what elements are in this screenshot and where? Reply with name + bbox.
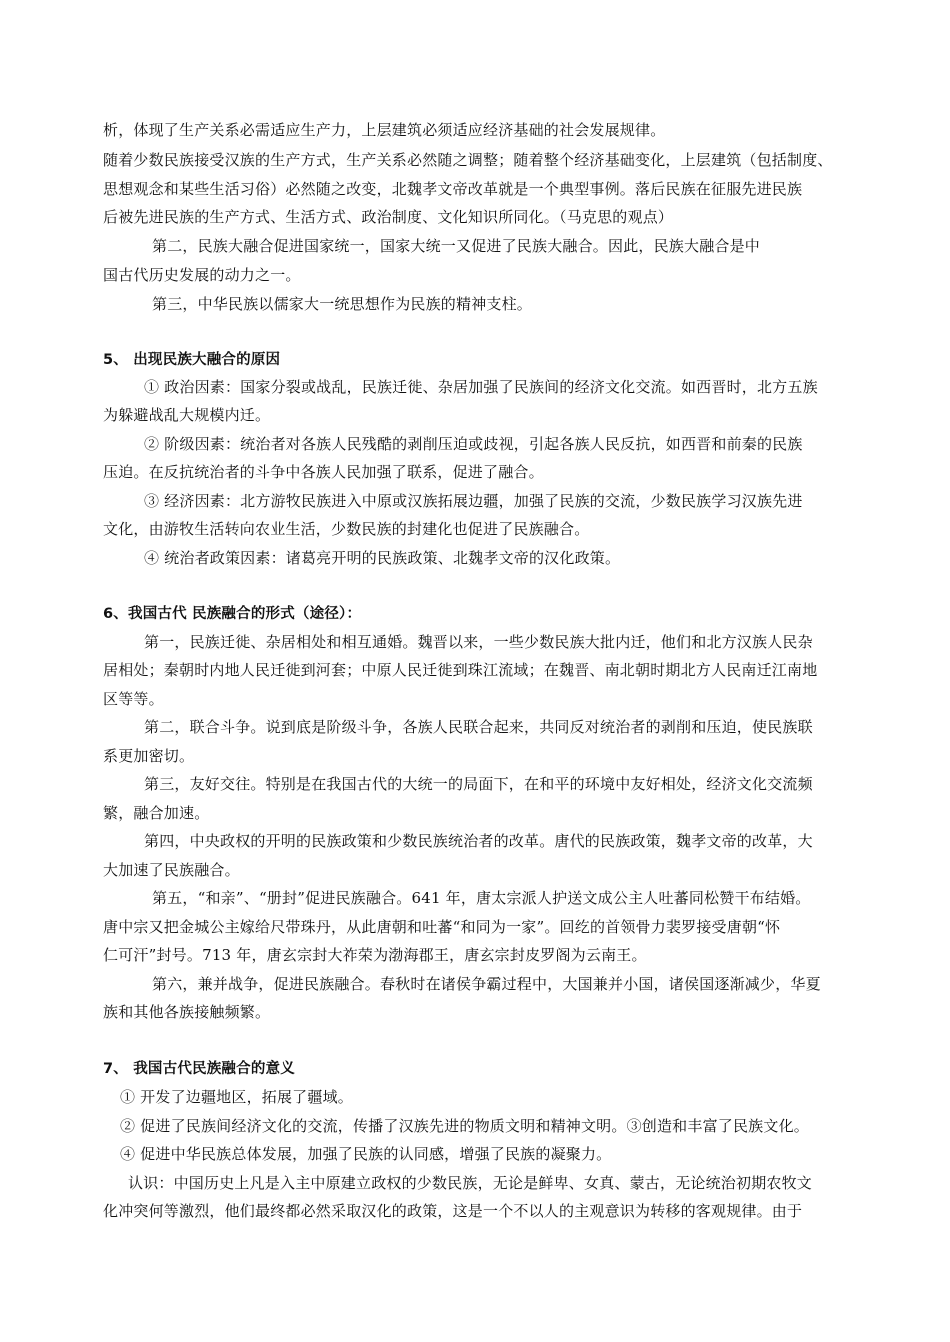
s7-line-3: ④ 促进中华民族总体发展，加强了民族的认同感，增强了民族的凝聚力。 [120,1145,612,1163]
s7-line-1: ① 开发了边疆地区，拓展了疆域。 [120,1088,353,1106]
s5-line-3: ② 阶级因素：统治者对各族人民残酷的剥削压迫或歧视，引起各族人民反抗，如西晋和前秦的民族 [144,435,803,453]
section-6-heading: 6、我国古代 民族融合的形式（途径）： [103,606,362,622]
intro-line-2: 随着少数民族接受汉族的生产方式，生产关系必然随之调整；随着整个经济基础变化，上层建筑（包括制度、 [103,151,833,169]
s6-line-13: 第六，兼并战争，促进民族融合。春秋时在诸侯争霸过程中，大国兼并小国，诸侯国逐渐减少，华夏 [152,975,821,993]
s7-line-2: ② 促进了民族间经济文化的交流，传播了汉族先进的物质文明和精神文明。③创造和丰富了民族文化。 [120,1117,809,1135]
intro-line-4: 后被先进民族的生产方式、生活方式、政治制度、文化知识所同化。（马克思的观点） [103,208,674,226]
s6-line-9: 大加速了民族融合。 [103,861,240,879]
s6-line-8: 第四，中央政权的开明的民族政策和少数民族统治者的改革。唐代的民族政策，魏孝文帝的改革，大 [144,832,813,850]
s5-line-4: 压迫。在反抗统治者的斗争中各族人民加强了联系，促进了融合。 [103,463,544,481]
s6-line-1: 第一，民族迁徙、杂居相处和相互通婚。魏晋以来，一些少数民族大批内迁，他们和北方汉族人民杂 [144,633,813,651]
s7-line-4: 认识：中国历史上凡是入主中原建立政权的少数民族，无论是鲜卑、女真、蒙古，无论统治初期农牧文 [128,1174,813,1192]
s6-line-7: 繁，融合加速。 [103,804,210,822]
s6-line-12: 仁可汗”封号。713 年，唐玄宗封大祚荣为渤海郡王，唐玄宗封皮罗阁为云南王。 [103,946,647,964]
intro-line-7: 第三，中华民族以儒家大一统思想作为民族的精神支柱。 [152,295,533,313]
s6-line-10: 第五，“和亲”、“册封”促进民族融合。641 年，唐太宗派人护送文成公主人吐蕃同松赞干布结婚。 [152,889,811,907]
s6-line-5: 系更加密切。 [103,747,195,765]
intro-line-5: 第二，民族大融合促进国家统一，国家大统一又促进了民族大融合。因此，民族大融合是中 [152,237,761,255]
s6-line-6: 第三，友好交往。特别是在我国古代的大统一的局面下，在和平的环境中友好相处，经济文化交流频 [144,775,813,793]
s7-line-5: 化冲突何等激烈，他们最终都必然采取汉化的政策，这是一个不以人的主观意识为转移的客观规律。由于 [103,1202,803,1220]
intro-line-3: 思想观念和某些生活习俗）必然随之改变，北魏孝文帝改革就是一个典型事例。落后民族在征服先进民族 [103,180,803,198]
section-7-heading: 7、 我国古代民族融合的意义 [103,1061,295,1077]
s5-line-1: ① 政治因素：国家分裂或战乱，民族迁徙、杂居加强了民族间的经济文化交流。如西晋时，北方五族 [144,378,818,396]
s6-line-2: 居相处；秦朝时内地人民迁徙到河套；中原人民迁徙到珠江流域；在魏晋、南北朝时期北方人民南迁江南地 [103,661,818,679]
s5-line-5: ③ 经济因素：北方游牧民族进入中原或汉族拓展边疆，加强了民族的交流，少数民族学习汉族先进 [144,492,803,510]
s5-line-2: 为躲避战乱大规模内迁。 [103,406,271,424]
s6-line-14: 族和其他各族接触频繁。 [103,1003,271,1021]
intro-line-1: 析，体现了生产关系必需适应生产力，上层建筑必须适应经济基础的社会发展规律。 [103,121,666,139]
section-5-heading: 5、 出现民族大融合的原因 [103,352,281,368]
s5-line-6: 文化，由游牧生活转向农业生活，少数民族的封建化也促进了民族融合。 [103,520,590,538]
s6-line-11: 唐中宗又把金城公主嫁给尺带珠丹，从此唐朝和吐蕃“和同为一家”。回纥的首领骨力裴罗接受唐朝“怀 [103,918,781,936]
s5-line-7: ④ 统治者政策因素：诸葛亮开明的民族政策、北魏孝文帝的汉化政策。 [144,549,621,567]
s6-line-4: 第二，联合斗争。说到底是阶级斗争，各族人民联合起来，共同反对统治者的剥削和压迫，使民族联 [144,718,813,736]
s6-line-3: 区等等。 [103,690,164,708]
intro-line-6: 国古代历史发展的动力之一。 [103,266,301,284]
